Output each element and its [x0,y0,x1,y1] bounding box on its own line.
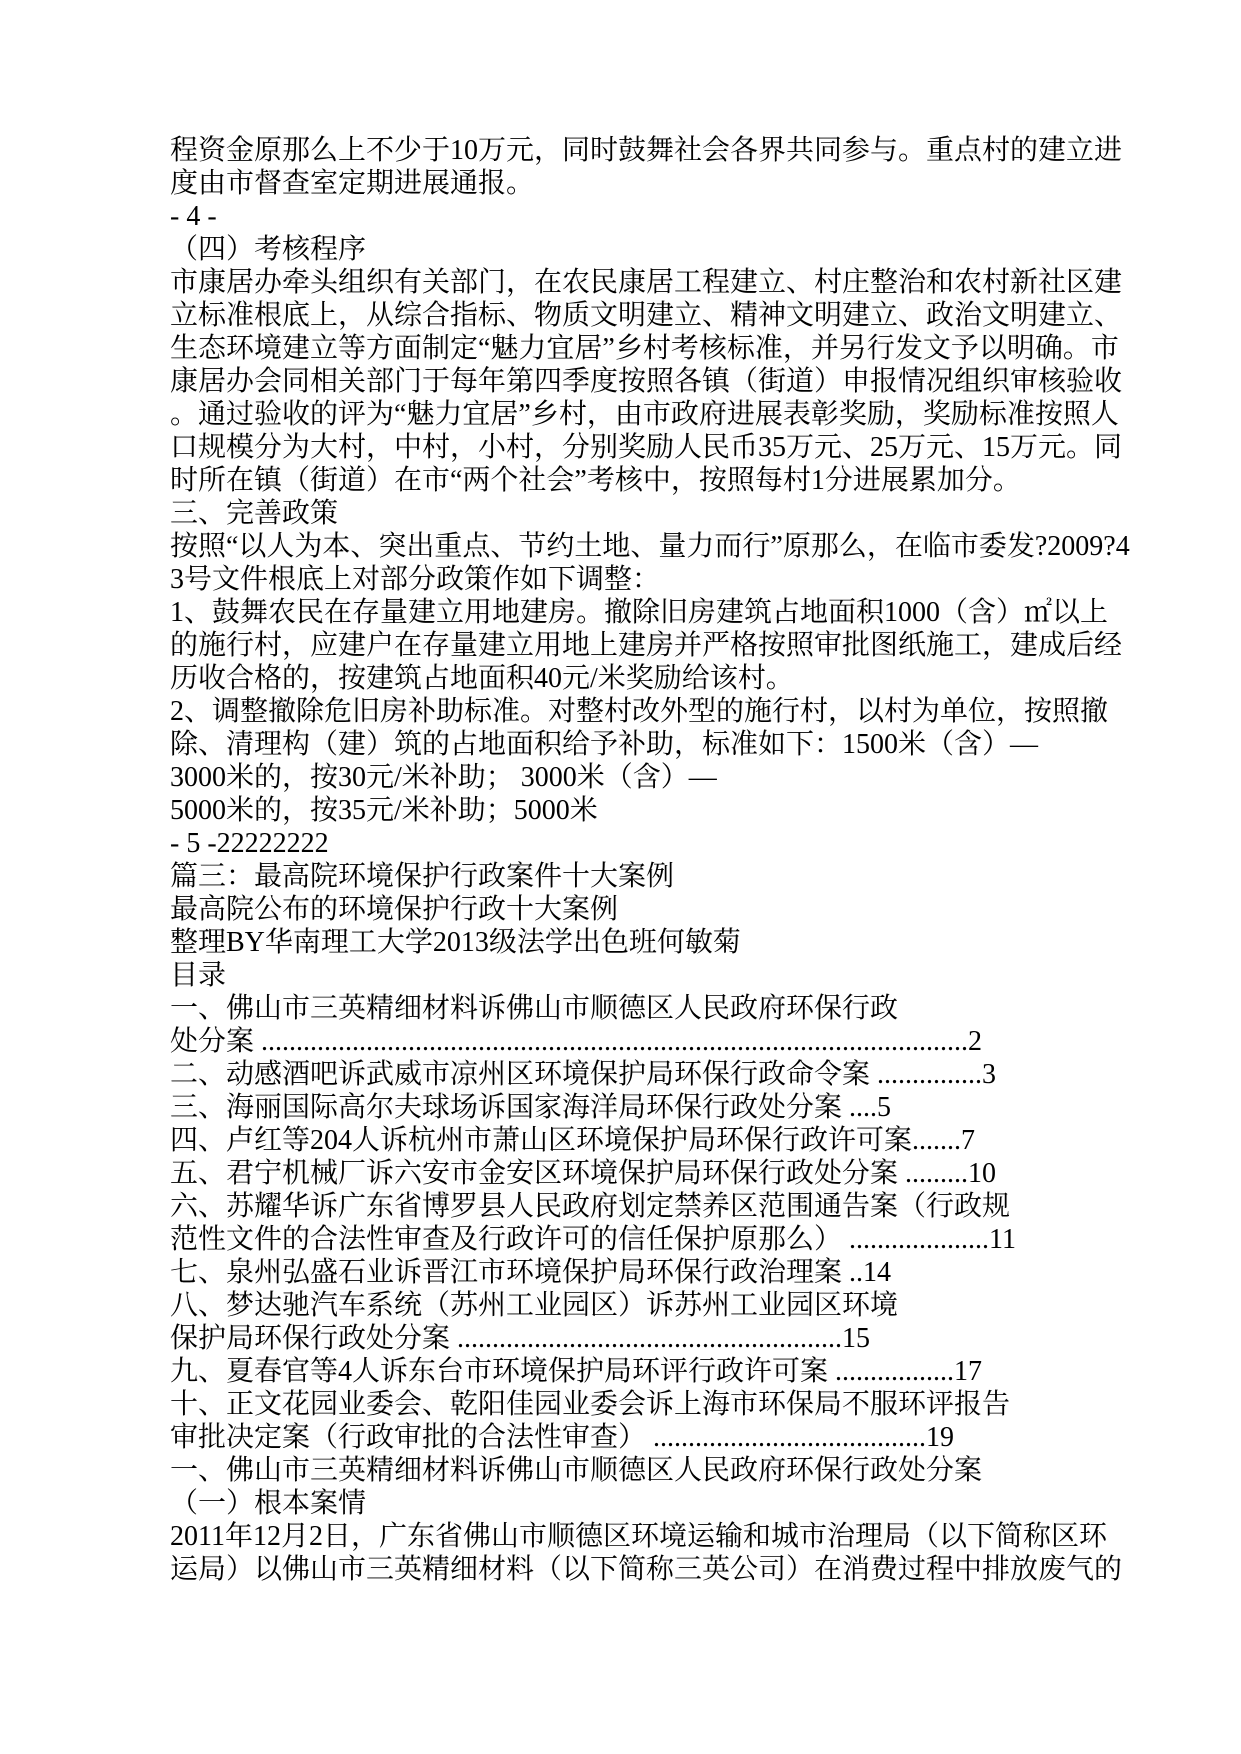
text-line: 市康居办牵头组织有关部门，在农民康居工程建立、村庄整治和农村新社区建 [170,267,1123,298]
text-line: 目录 [170,960,227,991]
text-line: 一、佛山市三英精细材料诉佛山市顺德区人民政府环保行政 [170,993,899,1024]
text-line: 十、正文花园业委会、乾阳佳园业委会诉上海市环保局不服环评报告 [170,1389,1011,1420]
text-line: 六、苏耀华诉广东省博罗县人民政府划定禁养区范围通告案（行政规 [170,1191,1011,1222]
text-line: 范性文件的合法性审查及行政许可的信任保护原那么） ....................11 [170,1224,1016,1255]
text-line: 三、海丽国际高尔夫球场诉国家海洋局环保行政处分案 ....5 [170,1092,892,1123]
text-line: 二、动感酒吧诉武威市凉州区环境保护局环保行政命令案 ...............3 [170,1059,997,1090]
text-line: - 4 - [170,201,217,232]
text-line: 5000米的，按35元/米补助；5000米 [170,795,598,826]
text-line: 的施行村，应建户在存量建立用地上建房并严格按照审批图纸施工，建成后经 [170,630,1123,661]
text-line: 口规模分为大村，中村，小村，分别奖励人民币35万元、25万元、15万元。同 [170,432,1123,463]
text-line: （一）根本案情 [170,1488,367,1519]
text-line: 八、梦达驰汽车系统（苏州工业园区）诉苏州工业园区环境 [170,1290,899,1321]
text-line: 篇三：最高院环境保护行政案件十大案例 [170,861,675,892]
text-line: 生态环境建立等方面制定“魅力宜居”乡村考核标准，并另行发文予以明确。市 [170,333,1119,364]
text-line: 审批决定案（行政审批的合法性审查） .......................................19 [170,1422,955,1453]
text-line: 程资金原那么上不少于10万元，同时鼓舞社会各界共同参与。重点村的建立进 [170,135,1123,166]
text-line: 一、佛山市三英精细材料诉佛山市顺德区人民政府环保行政处分案 [170,1455,983,1486]
text-line: 2、调整撤除危旧房补助标准。对整村改外型的施行村，以村为单位，按照撤 [170,696,1109,727]
text-line: 康居办会同相关部门于每年第四季度按照各镇（街道）申报情况组织审核验收 [170,366,1123,397]
text-line: 。通过验收的评为“魅力宜居”乡村，由市政府进展表彰奖励，奖励标准按照人 [170,399,1119,430]
text-line: 运局）以佛山市三英精细材料（以下简称三英公司）在消费过程中排放废气的 [170,1554,1123,1585]
text-line: 七、泉州弘盛石业诉晋江市环境保护局环保行政治理案 ..14 [170,1257,892,1288]
text-line: 1、鼓舞农民在存量建立用地建房。撤除旧房建筑占地面积1000（含）㎡以上 [170,597,1109,628]
text-line: 三、完善政策 [170,498,339,529]
text-line: 除、清理构（建）筑的占地面积给予补助，标准如下：1500米（含）— [170,729,1039,760]
text-line: （四）考核程序 [170,234,367,265]
text-line: 最高院公布的环境保护行政十大案例 [170,894,619,925]
text-line: 九、夏春官等4人诉东台市环境保护局环评行政许可案 .................17 [170,1356,983,1387]
text-line: 时所在镇（街道）在市“两个社会”考核中，按照每村1分进展累加分。 [170,465,1021,496]
text-line: 整理BY华南理工大学2013级法学出色班何敏菊 [170,927,741,958]
text-line: 2011年12月2日，广东省佛山市顺德区环境运输和城市治理局（以下简称区环 [170,1521,1107,1552]
text-line: 3号文件根底上对部分政策作如下调整： [170,564,661,595]
text-line: 立标准根底上，从综合指标、物质文明建立、精神文明建立、政治文明建立、 [170,300,1123,331]
text-line: 度由市督查室定期进展通报。 [170,168,535,199]
text-line: 五、君宁机械厂诉六安市金安区环境保护局环保行政处分案 .........10 [170,1158,997,1189]
text-line: 保护局环保行政处分案 .......................................................15 [170,1323,871,1354]
text-line: - 5 -22222222 [170,828,329,859]
text-line: 3000米的，按30元/米补助； 3000米（含）— [170,762,717,793]
text-line: 处分案 .....................................................................................................2 [170,1026,983,1057]
text-line: 四、卢红等204人诉杭州市萧山区环境保护局环保行政许可案.......7 [170,1125,976,1156]
text-line: 按照“以人为本、突出重点、节约土地、量力而行”原那么，在临市委发?2009?4 [170,531,1130,562]
text-line: 历收合格的，按建筑占地面积40元/米奖励给该村。 [170,663,794,694]
text-block [170,134,1130,1586]
